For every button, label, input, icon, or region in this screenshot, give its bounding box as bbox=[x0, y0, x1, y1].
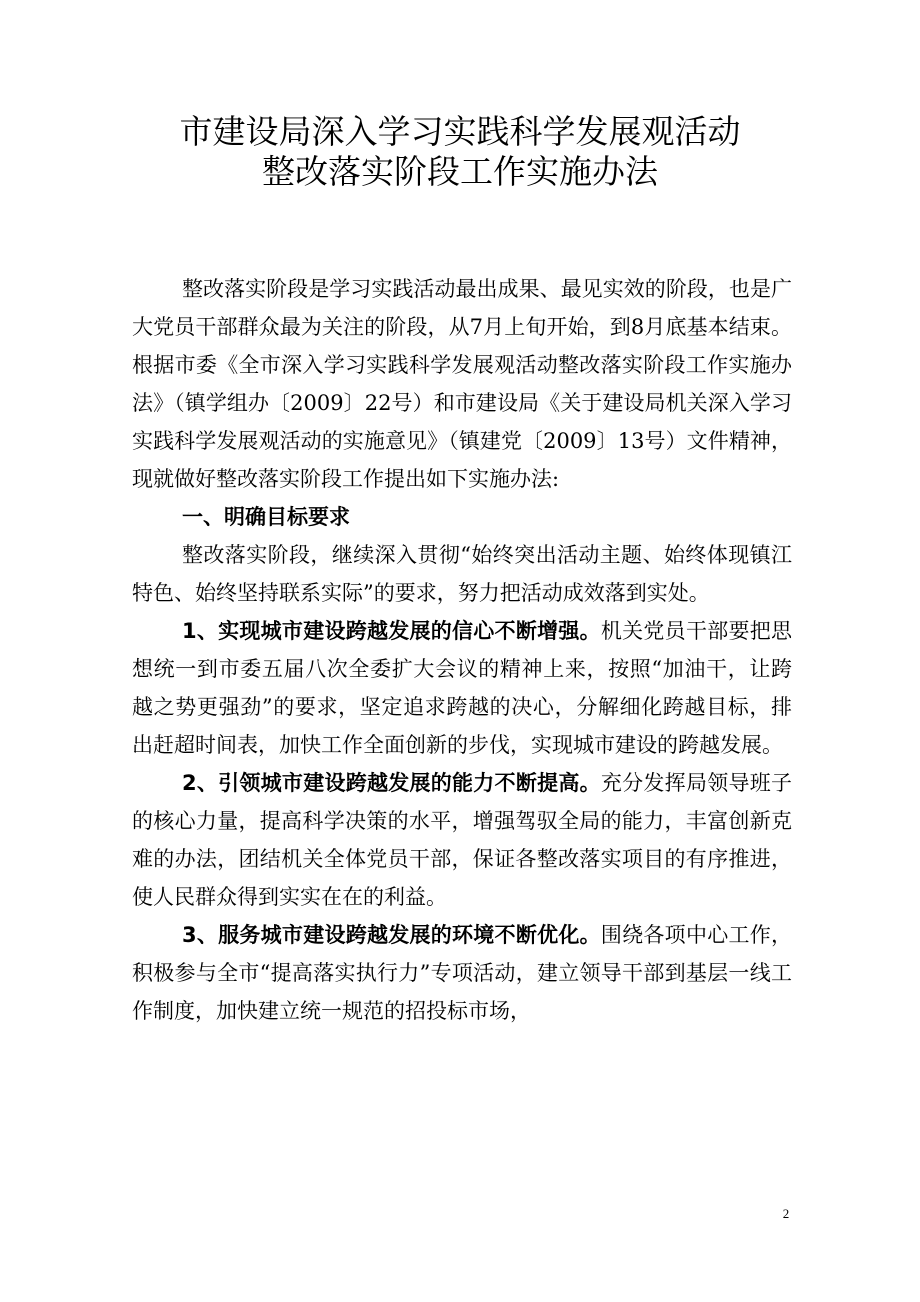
section-heading: 一、明确目标要求 bbox=[182, 505, 350, 529]
item-text-1: 机关党员干部要把思想统一到市委五届八次全委扩大会议的精神上来，按照“加油干，让跨越之势更强劲”的要求，坚定追求跨越的决心，分解细化跨越目标，排出赶超时间表，加快工作全面创新的步伐，实现城市建设的跨越发展。 bbox=[132, 619, 792, 757]
document-title-line-2: 整改落实阶段工作实施办法 bbox=[262, 152, 658, 191]
document-title-line-1: 市建设局深入学习实践科学发展观活动 bbox=[179, 112, 741, 151]
intro-paragraph: 整改落实阶段是学习实践活动最出成果、最见实效的阶段，也是广大党员干部群众最为关注的阶段，从7月上旬开始，到8月底基本结束。根据市委《全市深入学习实践科学发展观活动整改落实阶段工作实施办法》（镇学组办〔2009〕22号）和市建设局《关于建设局机关深入学习实践科学发展观活动的实施意见》（镇建党〔2009〕13号）文件精神，现就做好整改落实阶段工作提出如下实施办法: bbox=[132, 277, 792, 491]
section-paragraph: 整改落实阶段，继续深入贯彻“始终突出活动主题、始终体现镇江特色、始终坚持联系实际”的要求，努力把活动成效落到实处。 bbox=[132, 543, 792, 605]
item-text-3: 围绕各项中心工作，积极参与全市“提高落实执行力”专项活动，建立领导干部到基层一线工作制度，加快建立统一规范的招投标市场， bbox=[132, 923, 792, 1023]
item-lead-1: 1、实现城市建设跨越发展的信心不断增强。 bbox=[182, 619, 601, 643]
item-paragraph-1 bbox=[132, 612, 792, 764]
document-body bbox=[132, 270, 792, 1030]
page-number: 2 bbox=[782, 1206, 790, 1221]
item-paragraph-2 bbox=[132, 764, 792, 916]
item-paragraph-3 bbox=[132, 916, 792, 1030]
item-lead-2: 2、引领城市建设跨越发展的能力不断提高。 bbox=[182, 771, 601, 795]
item-lead-3: 3、服务城市建设跨越发展的环境不断优化。 bbox=[182, 923, 601, 947]
item-text-2: 充分发挥局领导班子的核心力量，提高科学决策的水平，增强驾驭全局的能力，丰富创新克难的办法，团结机关全体党员干部，保证各整改落实项目的有序推进，使人民群众得到实实在在的利益。 bbox=[132, 771, 792, 909]
